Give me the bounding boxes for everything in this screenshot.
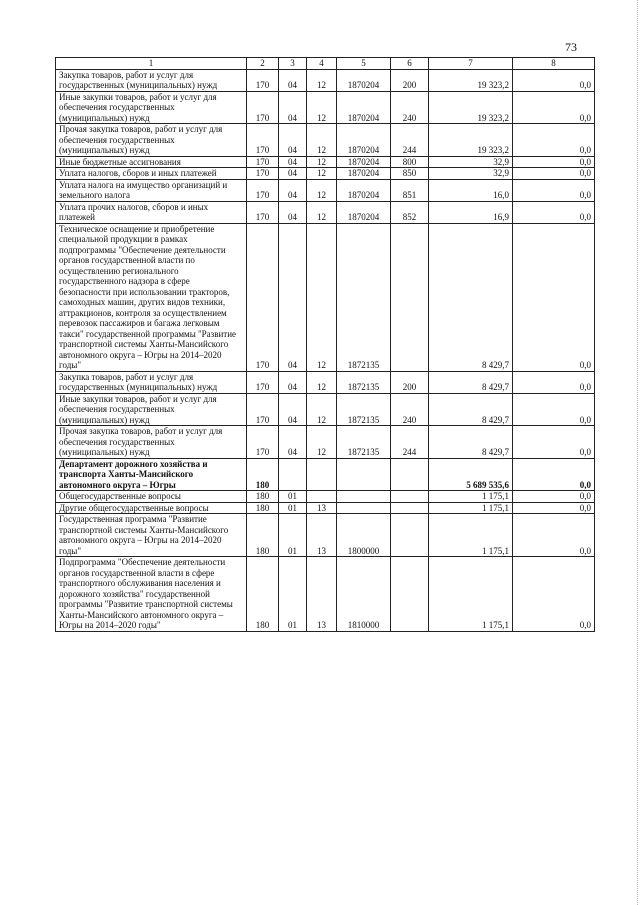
expense-type-cell bbox=[391, 514, 429, 557]
section-cell: 04 bbox=[279, 124, 307, 157]
amount-cell: 19 323,2 bbox=[429, 69, 513, 91]
expense-type-cell: 852 bbox=[391, 201, 429, 223]
row-name-cell: Закупка товаров, работ и услуг для государственных (муниципальных) нужд bbox=[56, 69, 247, 91]
table-row bbox=[56, 426, 595, 459]
section-cell: 01 bbox=[279, 514, 307, 557]
section-cell: 04 bbox=[279, 168, 307, 180]
amount-2-cell: 0,0 bbox=[513, 179, 595, 201]
row-name-cell: Уплата прочих налогов, сборов и иных платежей bbox=[56, 201, 247, 223]
row-name-cell: Другие общегосударственные вопросы bbox=[56, 502, 247, 514]
admin-code-cell: 180 bbox=[247, 557, 279, 632]
section-cell: 01 bbox=[279, 557, 307, 632]
target-article-cell: 1872135 bbox=[337, 371, 391, 393]
row-name-cell: Иные бюджетные ассигнования bbox=[56, 156, 247, 168]
expense-type-cell: 244 bbox=[391, 426, 429, 459]
admin-code-cell: 170 bbox=[247, 393, 279, 426]
amount-2-cell: 0,0 bbox=[513, 557, 595, 632]
section-cell: 01 bbox=[279, 502, 307, 514]
amount-cell: 8 429,7 bbox=[429, 223, 513, 371]
table-row bbox=[56, 371, 595, 393]
amount-cell: 19 323,2 bbox=[429, 91, 513, 124]
expense-type-cell: 200 bbox=[391, 69, 429, 91]
subsection-cell: 12 bbox=[307, 156, 337, 168]
target-article-cell bbox=[337, 502, 391, 514]
target-article-cell: 1870204 bbox=[337, 179, 391, 201]
section-cell: 04 bbox=[279, 393, 307, 426]
section-cell: 04 bbox=[279, 201, 307, 223]
expense-type-cell: 240 bbox=[391, 91, 429, 124]
subsection-cell: 13 bbox=[307, 557, 337, 632]
expense-type-cell: 850 bbox=[391, 168, 429, 180]
amount-cell: 16,0 bbox=[429, 179, 513, 201]
subsection-cell: 12 bbox=[307, 201, 337, 223]
column-header: 1 bbox=[56, 58, 247, 70]
amount-2-cell: 0,0 bbox=[513, 371, 595, 393]
amount-2-cell: 0,0 bbox=[513, 514, 595, 557]
admin-code-cell: 170 bbox=[247, 124, 279, 157]
column-header: 3 bbox=[279, 58, 307, 70]
target-article-cell: 1870204 bbox=[337, 168, 391, 180]
target-article-cell: 1870204 bbox=[337, 156, 391, 168]
amount-2-cell: 0,0 bbox=[513, 168, 595, 180]
amount-cell: 1 175,1 bbox=[429, 502, 513, 514]
admin-code-cell: 180 bbox=[247, 491, 279, 503]
column-header: 6 bbox=[391, 58, 429, 70]
admin-code-cell: 170 bbox=[247, 156, 279, 168]
column-header: 2 bbox=[247, 58, 279, 70]
amount-cell: 19 323,2 bbox=[429, 124, 513, 157]
amount-2-cell: 0,0 bbox=[513, 201, 595, 223]
table-row bbox=[56, 69, 595, 91]
table-row bbox=[56, 201, 595, 223]
table-row bbox=[56, 156, 595, 168]
expense-type-cell: 800 bbox=[391, 156, 429, 168]
expense-type-cell bbox=[391, 458, 429, 491]
subsection-cell: 12 bbox=[307, 223, 337, 371]
amount-cell: 8 429,7 bbox=[429, 426, 513, 459]
table-row bbox=[56, 91, 595, 124]
scan-edge bbox=[636, 0, 638, 905]
row-name-cell: Общегосударственные вопросы bbox=[56, 491, 247, 503]
subsection-cell: 12 bbox=[307, 168, 337, 180]
admin-code-cell: 170 bbox=[247, 91, 279, 124]
amount-cell: 16,9 bbox=[429, 201, 513, 223]
section-cell: 04 bbox=[279, 426, 307, 459]
section-cell: 04 bbox=[279, 179, 307, 201]
section-cell: 04 bbox=[279, 69, 307, 91]
section-cell: 04 bbox=[279, 156, 307, 168]
subsection-cell: 12 bbox=[307, 393, 337, 426]
section-cell: 04 bbox=[279, 371, 307, 393]
row-name-cell: Иные закупки товаров, работ и услуг для обеспечения государственных (муниципальных) нужд bbox=[56, 393, 247, 426]
target-article-cell: 1872135 bbox=[337, 426, 391, 459]
admin-code-cell: 170 bbox=[247, 69, 279, 91]
row-name-cell: Подпрограмма "Обеспечение деятельности органов государственной власти в сфере транспортного обслуживания населения и дорожного хозяйства" государственной программы "Развитие транспортной системы Ханты-Мансийского автономного округа – Югры на 2014–2020 годы" bbox=[56, 557, 247, 632]
amount-2-cell: 0,0 bbox=[513, 69, 595, 91]
row-name-cell: Техническое оснащение и приобретение специальной продукции в рамках подпрограммы "Обеспечение деятельности органов государственной власти по осуществлению регионального государственного надзора в сфере безопасности при использовании тракторов, самоходных машин, других видов техники, аттракционов, контроля за осуществлением перевозок пассажиров и багажа легковым такси" государственной программы "Развитие транспортной системы Ханты-Мансийского автономного округа – Югры на 2014–2020 годы" bbox=[56, 223, 247, 371]
subsection-cell: 12 bbox=[307, 426, 337, 459]
budget-table bbox=[55, 57, 595, 632]
subsection-cell: 12 bbox=[307, 69, 337, 91]
subsection-cell: 12 bbox=[307, 124, 337, 157]
table-row bbox=[56, 458, 595, 491]
admin-code-cell: 180 bbox=[247, 502, 279, 514]
subsection-cell bbox=[307, 491, 337, 503]
table-row bbox=[56, 124, 595, 157]
target-article-cell: 1870204 bbox=[337, 91, 391, 124]
admin-code-cell: 170 bbox=[247, 426, 279, 459]
amount-2-cell: 0,0 bbox=[513, 223, 595, 371]
row-name-cell: Государственная программа "Развитие транспортной системы Ханты-Мансийского автономного округа – Югры на 2014–2020 годы" bbox=[56, 514, 247, 557]
subsection-cell: 12 bbox=[307, 371, 337, 393]
page-number: 73 bbox=[565, 40, 577, 54]
row-name-cell: Уплата налогов, сборов и иных платежей bbox=[56, 168, 247, 180]
column-header: 5 bbox=[337, 58, 391, 70]
table-row bbox=[56, 393, 595, 426]
subsection-cell: 13 bbox=[307, 502, 337, 514]
section-cell: 01 bbox=[279, 491, 307, 503]
row-name-cell: Департамент дорожного хозяйства и транспорта Ханты-Мансийского автономного округа – Югры bbox=[56, 458, 247, 491]
expense-type-cell: 851 bbox=[391, 179, 429, 201]
amount-2-cell: 0,0 bbox=[513, 426, 595, 459]
section-cell bbox=[279, 458, 307, 491]
target-article-cell: 1870204 bbox=[337, 69, 391, 91]
expense-type-cell bbox=[391, 502, 429, 514]
amount-2-cell: 0,0 bbox=[513, 156, 595, 168]
target-article-cell bbox=[337, 491, 391, 503]
target-article-cell: 1870204 bbox=[337, 124, 391, 157]
amount-2-cell: 0,0 bbox=[513, 458, 595, 491]
amount-cell: 1 175,1 bbox=[429, 557, 513, 632]
amount-cell: 1 175,1 bbox=[429, 491, 513, 503]
column-header: 7 bbox=[429, 58, 513, 70]
amount-cell: 32,9 bbox=[429, 168, 513, 180]
admin-code-cell: 170 bbox=[247, 179, 279, 201]
row-name-cell: Иные закупки товаров, работ и услуг для обеспечения государственных (муниципальных) нужд bbox=[56, 91, 247, 124]
target-article-cell: 1872135 bbox=[337, 393, 391, 426]
admin-code-cell: 180 bbox=[247, 514, 279, 557]
subsection-cell: 12 bbox=[307, 179, 337, 201]
expense-type-cell: 240 bbox=[391, 393, 429, 426]
target-article-cell: 1870204 bbox=[337, 201, 391, 223]
amount-2-cell: 0,0 bbox=[513, 502, 595, 514]
amount-cell: 5 689 535,6 bbox=[429, 458, 513, 491]
table-row bbox=[56, 502, 595, 514]
target-article-cell: 1800000 bbox=[337, 514, 391, 557]
admin-code-cell: 180 bbox=[247, 458, 279, 491]
expense-type-cell bbox=[391, 557, 429, 632]
admin-code-cell: 170 bbox=[247, 168, 279, 180]
amount-2-cell: 0,0 bbox=[513, 491, 595, 503]
table-header-row bbox=[56, 58, 595, 70]
row-name-cell: Закупка товаров, работ и услуг для государственных (муниципальных) нужд bbox=[56, 371, 247, 393]
admin-code-cell: 170 bbox=[247, 371, 279, 393]
row-name-cell: Уплата налога на имущество организаций и земельного налога bbox=[56, 179, 247, 201]
amount-cell: 8 429,7 bbox=[429, 393, 513, 426]
section-cell: 04 bbox=[279, 223, 307, 371]
table-row bbox=[56, 179, 595, 201]
table-row bbox=[56, 168, 595, 180]
subsection-cell: 13 bbox=[307, 514, 337, 557]
expense-type-cell bbox=[391, 223, 429, 371]
table-row bbox=[56, 514, 595, 557]
column-header: 8 bbox=[513, 58, 595, 70]
amount-cell: 1 175,1 bbox=[429, 514, 513, 557]
subsection-cell: 12 bbox=[307, 91, 337, 124]
amount-2-cell: 0,0 bbox=[513, 124, 595, 157]
amount-2-cell: 0,0 bbox=[513, 393, 595, 426]
row-name-cell: Прочая закупка товаров, работ и услуг для обеспечения государственных (муниципальных) нужд bbox=[56, 426, 247, 459]
expense-type-cell: 200 bbox=[391, 371, 429, 393]
target-article-cell bbox=[337, 458, 391, 491]
section-cell: 04 bbox=[279, 91, 307, 124]
admin-code-cell: 170 bbox=[247, 201, 279, 223]
column-header: 4 bbox=[307, 58, 337, 70]
admin-code-cell: 170 bbox=[247, 223, 279, 371]
expense-type-cell bbox=[391, 491, 429, 503]
target-article-cell: 1872135 bbox=[337, 223, 391, 371]
table-row bbox=[56, 491, 595, 503]
amount-cell: 32,9 bbox=[429, 156, 513, 168]
row-name-cell: Прочая закупка товаров, работ и услуг для обеспечения государственных (муниципальных) нужд bbox=[56, 124, 247, 157]
amount-cell: 8 429,7 bbox=[429, 371, 513, 393]
subsection-cell bbox=[307, 458, 337, 491]
expense-type-cell: 244 bbox=[391, 124, 429, 157]
amount-2-cell: 0,0 bbox=[513, 91, 595, 124]
table-row bbox=[56, 223, 595, 371]
target-article-cell: 1810000 bbox=[337, 557, 391, 632]
table-row bbox=[56, 557, 595, 632]
